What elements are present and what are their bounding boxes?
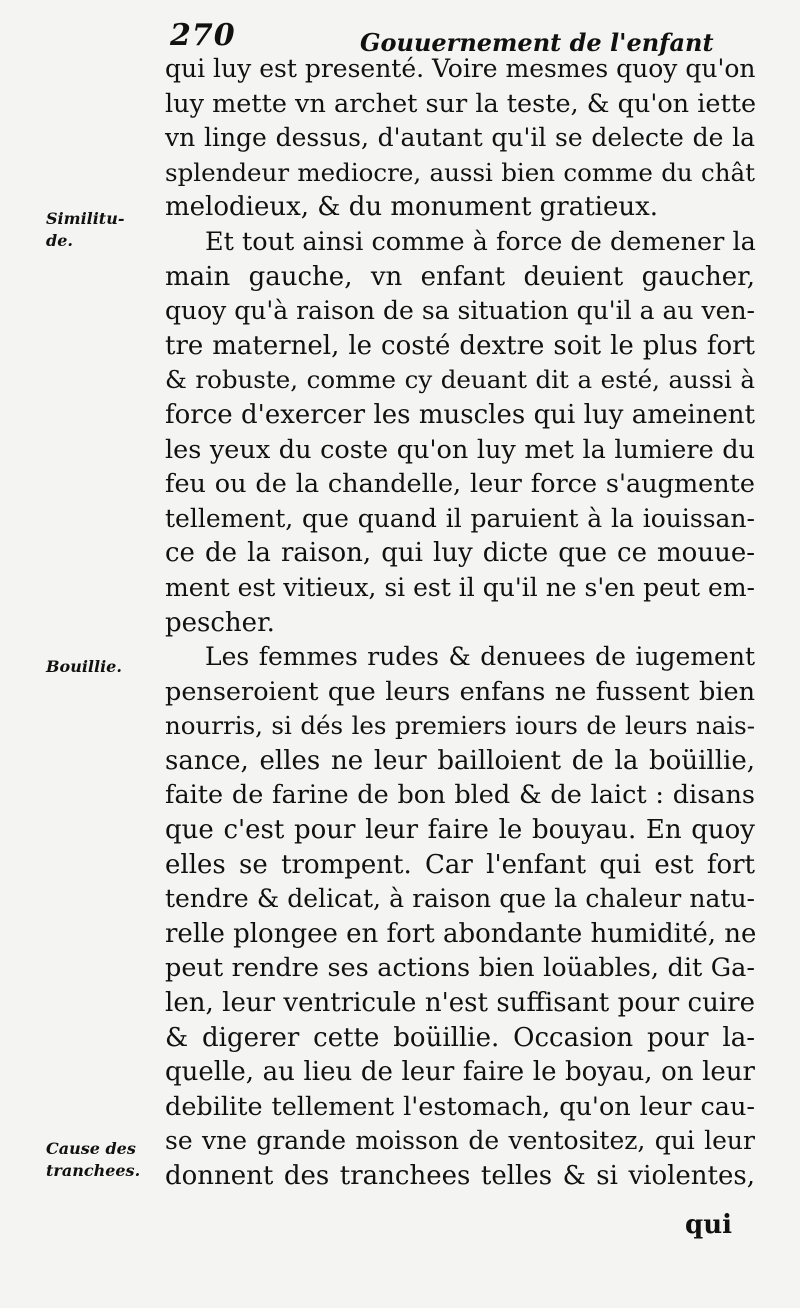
text-line: len, leur ventricule n'est suffisant pour cuire <box>165 988 755 1019</box>
text-line: force d'exercer les muscles qui luy ameinent <box>165 399 755 430</box>
text-line: feu ou de la chandelle, leur force s'augmente <box>165 469 755 500</box>
margin-note-bouillie <box>46 656 162 678</box>
margin-note-line: de. <box>46 231 73 250</box>
margin-note-line: Cause des <box>46 1139 136 1158</box>
text-line: se vne grande moisson de ventositez, qui leur <box>165 1126 755 1156</box>
text-line: debilite tellement l'estomach, qu'on leur cau- <box>165 1091 755 1122</box>
catchword: qui <box>685 1210 732 1240</box>
text-line: vn linge dessus, d'autant qu'il se delecte de la <box>165 123 755 153</box>
body-text <box>165 52 755 1194</box>
text-line: quelle, au lieu de leur faire le boyau, on leur <box>165 1057 755 1088</box>
text-line: donnent des tranchees telles & si violentes, <box>165 1161 755 1191</box>
text-line: main gauche, vn enfant deuient gaucher, <box>165 261 755 292</box>
text-line: splendeur mediocre, aussi bien comme du chât <box>165 157 755 187</box>
text-line: quoy qu'à raison de sa situation qu'il a au ven- <box>165 296 755 326</box>
text-line: nourris, si dés les premiers iours de leurs nais- <box>165 711 755 741</box>
text-line: ment est vitieux, si est il qu'il ne s'en peut em- <box>165 572 755 602</box>
text-line: & robuste, comme cy deuant dit a esté, aussi à <box>165 365 755 395</box>
text-line: luy mette vn archet sur la teste, & qu'on iette <box>165 88 757 119</box>
text-line: tellement, que quand il paruient à la iouissan- <box>165 503 755 533</box>
text-line: sance, elles ne leur bailloient de la boüillie, <box>165 745 755 776</box>
margin-note-line: Bouillie. <box>46 657 122 676</box>
text-line: Les femmes rudes & denuees de iugement <box>205 642 755 672</box>
text-line: tendre & delicat, à raison que la chaleur natu- <box>165 884 755 914</box>
text-line: les yeux du coste qu'on luy met la lumiere du <box>165 434 755 465</box>
text-line: penseroient que leurs enfans ne fussent bien <box>165 676 755 707</box>
margin-note-line: Similitu- <box>46 209 125 228</box>
text-line: que c'est pour leur faire le bouyau. En quoy <box>165 815 755 846</box>
text-line: faite de farine de bon bled & de laict : disans <box>165 780 755 811</box>
running-head: Gouuernement de l'enfant <box>360 28 714 57</box>
margin-note-cause-des-tranchees <box>46 1138 162 1182</box>
page-number: 270 <box>170 18 236 53</box>
text-line: ce de la raison, qui luy dicte que ce mouue- <box>165 538 755 569</box>
text-line: peut rendre ses actions bien loüables, dit Ga- <box>165 953 755 984</box>
text-line: elles se trompent. Car l'enfant qui est fort <box>165 849 755 880</box>
text-line: qui luy est presenté. Voire mesmes quoy qu'on <box>165 54 756 83</box>
text-line: relle plongee en fort abondante humidité, ne <box>165 918 757 949</box>
margin-note-line: tranchees. <box>46 1161 141 1180</box>
text-line: melodieux, & du monument gratieux. <box>165 192 659 223</box>
text-line: Et tout ainsi comme à force de demener la <box>205 226 756 257</box>
text-line: tre maternel, le costé dextre soit le plus fort <box>165 330 755 361</box>
text-line: pescher. <box>165 607 275 638</box>
text-line: & digerer cette boüillie. Occasion pour la- <box>165 1022 755 1053</box>
margin-note-similitude <box>46 208 162 252</box>
